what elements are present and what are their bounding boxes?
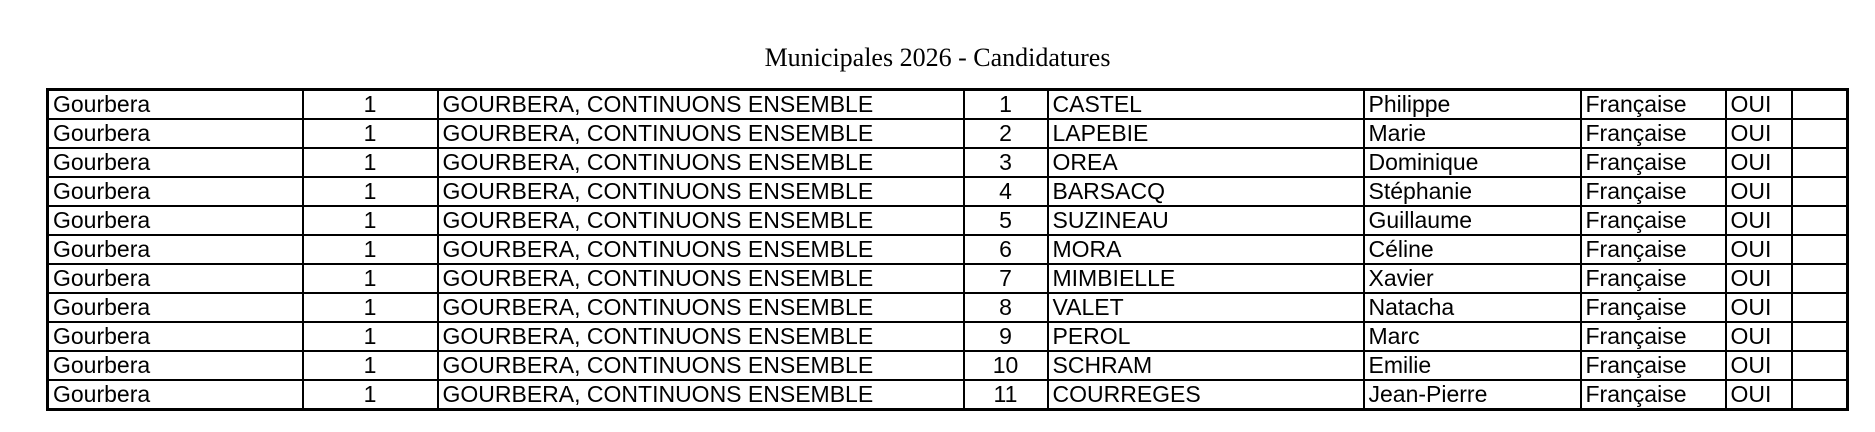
table-row [48, 351, 1848, 380]
table-row [48, 235, 1848, 264]
firstname-cell: Dominique [1364, 148, 1581, 177]
table-row [48, 90, 1848, 120]
commune-cell: Gourbera [48, 380, 303, 410]
empty-cell [1792, 119, 1848, 148]
nationality-cell: Française [1581, 90, 1726, 120]
order-cell: 3 [964, 148, 1048, 177]
flag-cell: OUI [1726, 235, 1792, 264]
firstname-cell: Guillaume [1364, 206, 1581, 235]
table-row [48, 119, 1848, 148]
commune-cell: Gourbera [48, 293, 303, 322]
table-row [48, 264, 1848, 293]
order-cell: 5 [964, 206, 1048, 235]
flag-cell: OUI [1726, 264, 1792, 293]
firstname-cell: Philippe [1364, 90, 1581, 120]
surname-cell: LAPEBIE [1048, 119, 1364, 148]
list-name-cell: GOURBERA, CONTINUONS ENSEMBLE [438, 293, 964, 322]
flag-cell: OUI [1726, 322, 1792, 351]
list-name-cell: GOURBERA, CONTINUONS ENSEMBLE [438, 148, 964, 177]
firstname-cell: Xavier [1364, 264, 1581, 293]
commune-cell: Gourbera [48, 177, 303, 206]
commune-cell: Gourbera [48, 235, 303, 264]
nationality-cell: Française [1581, 235, 1726, 264]
empty-cell [1792, 90, 1848, 120]
surname-cell: OREA [1048, 148, 1364, 177]
surname-cell: BARSACQ [1048, 177, 1364, 206]
commune-cell: Gourbera [48, 264, 303, 293]
order-cell: 7 [964, 264, 1048, 293]
list-number-cell: 1 [303, 322, 438, 351]
list-name-cell: GOURBERA, CONTINUONS ENSEMBLE [438, 380, 964, 410]
empty-cell [1792, 380, 1848, 410]
list-number-cell: 1 [303, 380, 438, 410]
table-row [48, 380, 1848, 410]
list-number-cell: 1 [303, 206, 438, 235]
commune-cell: Gourbera [48, 206, 303, 235]
order-cell: 8 [964, 293, 1048, 322]
table-row [48, 177, 1848, 206]
commune-cell: Gourbera [48, 148, 303, 177]
list-name-cell: GOURBERA, CONTINUONS ENSEMBLE [438, 177, 964, 206]
empty-cell [1792, 264, 1848, 293]
firstname-cell: Jean-Pierre [1364, 380, 1581, 410]
flag-cell: OUI [1726, 351, 1792, 380]
firstname-cell: Stéphanie [1364, 177, 1581, 206]
nationality-cell: Française [1581, 351, 1726, 380]
nationality-cell: Française [1581, 119, 1726, 148]
surname-cell: COURREGES [1048, 380, 1364, 410]
list-name-cell: GOURBERA, CONTINUONS ENSEMBLE [438, 322, 964, 351]
flag-cell: OUI [1726, 177, 1792, 206]
list-number-cell: 1 [303, 235, 438, 264]
order-cell: 11 [964, 380, 1048, 410]
surname-cell: SCHRAM [1048, 351, 1364, 380]
firstname-cell: Natacha [1364, 293, 1581, 322]
list-number-cell: 1 [303, 264, 438, 293]
list-number-cell: 1 [303, 148, 438, 177]
nationality-cell: Française [1581, 148, 1726, 177]
commune-cell: Gourbera [48, 322, 303, 351]
empty-cell [1792, 293, 1848, 322]
nationality-cell: Française [1581, 380, 1726, 410]
flag-cell: OUI [1726, 119, 1792, 148]
nationality-cell: Française [1581, 177, 1726, 206]
list-name-cell: GOURBERA, CONTINUONS ENSEMBLE [438, 264, 964, 293]
list-name-cell: GOURBERA, CONTINUONS ENSEMBLE [438, 206, 964, 235]
flag-cell: OUI [1726, 148, 1792, 177]
surname-cell: CASTEL [1048, 90, 1364, 120]
surname-cell: VALET [1048, 293, 1364, 322]
list-name-cell: GOURBERA, CONTINUONS ENSEMBLE [438, 119, 964, 148]
commune-cell: Gourbera [48, 351, 303, 380]
list-number-cell: 1 [303, 293, 438, 322]
table-row [48, 322, 1848, 351]
list-name-cell: GOURBERA, CONTINUONS ENSEMBLE [438, 90, 964, 120]
flag-cell: OUI [1726, 293, 1792, 322]
order-cell: 4 [964, 177, 1048, 206]
empty-cell [1792, 235, 1848, 264]
empty-cell [1792, 206, 1848, 235]
order-cell: 9 [964, 322, 1048, 351]
surname-cell: SUZINEAU [1048, 206, 1364, 235]
order-cell: 1 [964, 90, 1048, 120]
list-name-cell: GOURBERA, CONTINUONS ENSEMBLE [438, 351, 964, 380]
empty-cell [1792, 148, 1848, 177]
commune-cell: Gourbera [48, 119, 303, 148]
list-number-cell: 1 [303, 351, 438, 380]
table-row [48, 148, 1848, 177]
surname-cell: MIMBIELLE [1048, 264, 1364, 293]
flag-cell: OUI [1726, 206, 1792, 235]
empty-cell [1792, 322, 1848, 351]
table-body [48, 90, 1848, 410]
table-row [48, 206, 1848, 235]
firstname-cell: Céline [1364, 235, 1581, 264]
candidates-table [46, 88, 1849, 411]
order-cell: 6 [964, 235, 1048, 264]
order-cell: 10 [964, 351, 1048, 380]
flag-cell: OUI [1726, 90, 1792, 120]
firstname-cell: Marc [1364, 322, 1581, 351]
list-number-cell: 1 [303, 90, 438, 120]
list-number-cell: 1 [303, 177, 438, 206]
surname-cell: PEROL [1048, 322, 1364, 351]
order-cell: 2 [964, 119, 1048, 148]
commune-cell: Gourbera [48, 90, 303, 120]
list-number-cell: 1 [303, 119, 438, 148]
empty-cell [1792, 351, 1848, 380]
flag-cell: OUI [1726, 380, 1792, 410]
table-row [48, 293, 1848, 322]
page-title: Municipales 2026 - Candidatures [764, 43, 1111, 72]
list-name-cell: GOURBERA, CONTINUONS ENSEMBLE [438, 235, 964, 264]
firstname-cell: Marie [1364, 119, 1581, 148]
nationality-cell: Française [1581, 322, 1726, 351]
empty-cell [1792, 177, 1848, 206]
nationality-cell: Française [1581, 293, 1726, 322]
surname-cell: MORA [1048, 235, 1364, 264]
firstname-cell: Emilie [1364, 351, 1581, 380]
nationality-cell: Française [1581, 206, 1726, 235]
nationality-cell: Française [1581, 264, 1726, 293]
